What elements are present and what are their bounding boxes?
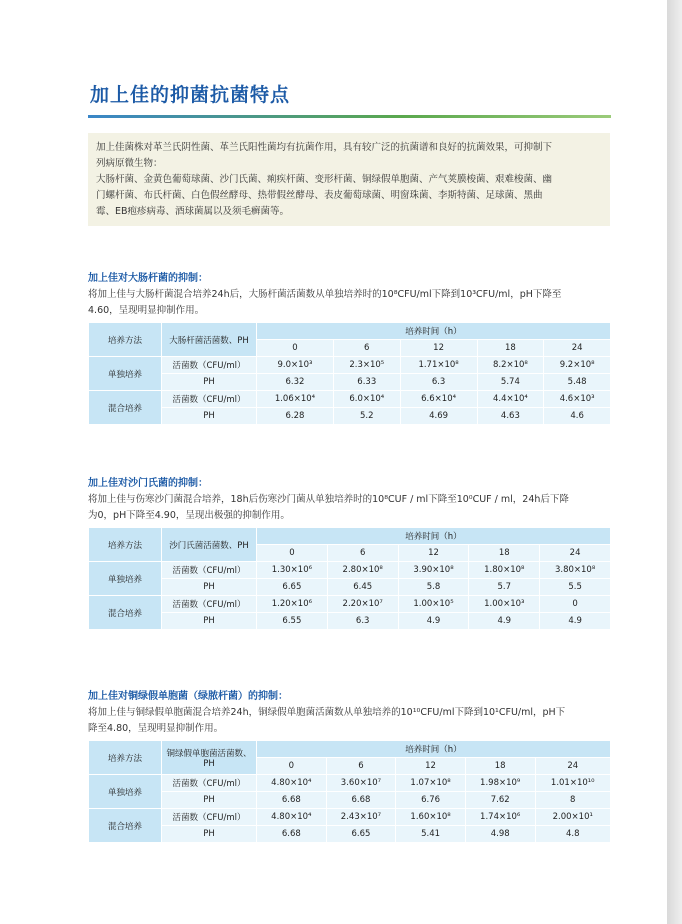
section-text-line: 4.60，呈现明显抑制作用。 xyxy=(88,304,205,316)
row-label: 活菌数（CFU/ml） xyxy=(162,562,256,578)
value-cell: 6.33 xyxy=(334,374,400,390)
value-cell: 6.0×10⁴ xyxy=(334,391,400,407)
value-cell: 1.07×10⁸ xyxy=(396,775,465,791)
value-cell: 1.71×10⁸ xyxy=(401,357,477,373)
row-label: 活菌数（CFU/ml） xyxy=(162,391,256,407)
value-cell: 2.80×10⁸ xyxy=(328,562,398,578)
value-cell: 2.00×10¹ xyxy=(536,809,611,825)
value-cell: 2.20×10⁷ xyxy=(328,596,398,612)
title-divider xyxy=(88,115,611,118)
section-text-line: 将加上佳与伤寒沙门菌混合培养，18h后伤寒沙门菌从单独培养时的10⁸CUF / ml下降至10⁰CUF / ml，24h后下降 xyxy=(88,494,569,505)
time-cell: 6 xyxy=(334,340,400,356)
metric-header: 大肠杆菌活菌数、PH xyxy=(162,323,256,356)
value-cell: 6.3 xyxy=(328,613,398,629)
value-cell: 6.68 xyxy=(257,826,326,842)
value-cell: 6.32 xyxy=(257,374,333,390)
row-label: PH xyxy=(162,374,256,390)
value-cell: 6.68 xyxy=(257,792,326,808)
section-ecoli xyxy=(88,272,613,425)
value-cell: 6.76 xyxy=(396,792,465,808)
method-header: 培养方法 xyxy=(89,741,161,774)
time-cell: 0 xyxy=(257,758,326,774)
section-text xyxy=(88,705,613,736)
time-header: 培养时间（h） xyxy=(257,323,610,339)
section-title: 加上佳对大肠杆菌的抑制： xyxy=(88,273,208,284)
value-cell: 5.48 xyxy=(544,374,610,390)
value-cell: 4.8 xyxy=(536,826,611,842)
value-cell: 5.7 xyxy=(469,579,539,595)
value-cell: 8 xyxy=(536,792,611,808)
value-cell: 0 xyxy=(540,596,610,612)
time-cell: 0 xyxy=(257,545,327,561)
row-label: PH xyxy=(162,408,256,424)
time-cell: 18 xyxy=(469,545,539,561)
time-cell: 18 xyxy=(466,758,535,774)
value-cell: 6.65 xyxy=(327,826,396,842)
value-cell: 3.60×10⁷ xyxy=(327,775,396,791)
section-salmonella xyxy=(88,477,613,630)
value-cell: 1.80×10⁸ xyxy=(469,562,539,578)
time-cell: 12 xyxy=(396,758,465,774)
group-label: 混合培养 xyxy=(89,391,161,424)
section-text-line: 为0，pH下降至4.90，呈现出极强的抑制作用。 xyxy=(88,509,290,521)
section-title: 加上佳对沙门氏菌的抑制： xyxy=(88,478,208,489)
value-cell: 5.74 xyxy=(478,374,544,390)
time-header: 培养时间（h） xyxy=(257,741,610,757)
value-cell: 1.98×10⁹ xyxy=(466,775,535,791)
method-header: 培养方法 xyxy=(89,528,161,561)
intro-line: 门螺杆菌、布氏杆菌、白色假丝酵母、热带假丝酵母、表皮葡萄球菌、明窗珠菌、李斯特菌、足球菌、黑曲 xyxy=(96,190,543,201)
row-label: PH xyxy=(162,579,256,595)
value-cell: 5.2 xyxy=(334,408,400,424)
time-header: 培养时间（h） xyxy=(257,528,610,544)
value-cell: 1.20×10⁶ xyxy=(257,596,327,612)
value-cell: 1.00×10⁵ xyxy=(399,596,469,612)
value-cell: 1.30×10⁶ xyxy=(257,562,327,578)
data-table xyxy=(88,527,611,630)
time-cell: 18 xyxy=(478,340,544,356)
section-text-line: 将加上佳与铜绿假单胞菌混合培养24h，铜绿假单胞菌活菌数从单独培养的10¹⁰CFU/ml下降到10¹CFU/ml，pH下 xyxy=(88,707,566,718)
metric-header: 沙门氏菌活菌数、PH xyxy=(162,528,256,561)
value-cell: 6.6×10⁴ xyxy=(401,391,477,407)
intro-line: 加上佳菌株对革兰氏阴性菌、革兰氏阳性菌均有抗菌作用，具有较广泛的抗菌谱和良好的抗菌效果，可抑制下 xyxy=(96,142,553,153)
section-text-line: 将加上佳与大肠杆菌混合培养24h后，大肠杆菌活菌数从单独培养时的10⁸CFU/ml下降到10³CFU/ml，pH下降至 xyxy=(88,289,562,300)
page-edge-shadow xyxy=(667,0,682,924)
intro-line: 大肠杆菌、金黄色葡萄球菌、沙门氏菌、痢疾杆菌、变形杆菌、铜绿假单胞菌、产气荚膜梭菌、艰难梭菌、幽 xyxy=(96,174,553,185)
value-cell: 1.60×10⁸ xyxy=(396,809,465,825)
value-cell: 9.2×10⁸ xyxy=(544,357,610,373)
group-label: 单独培养 xyxy=(89,775,161,808)
time-cell: 6 xyxy=(327,758,396,774)
value-cell: 4.9 xyxy=(540,613,610,629)
intro-line: 列病原微生物： xyxy=(96,158,163,169)
value-cell: 1.00×10³ xyxy=(469,596,539,612)
time-cell: 12 xyxy=(401,340,477,356)
value-cell: 6.28 xyxy=(257,408,333,424)
value-cell: 5.8 xyxy=(399,579,469,595)
value-cell: 1.74×10⁶ xyxy=(466,809,535,825)
data-table xyxy=(88,740,611,843)
time-cell: 6 xyxy=(328,545,398,561)
value-cell: 4.6 xyxy=(544,408,610,424)
group-label: 混合培养 xyxy=(89,596,161,629)
row-label: PH xyxy=(162,826,256,842)
value-cell: 4.4×10⁴ xyxy=(478,391,544,407)
value-cell: 9.0×10³ xyxy=(257,357,333,373)
metric-header: 铜绿假单胞菌活菌数、PH xyxy=(162,741,256,774)
intro-line: 霉、EB疱疹病毒、酒球菌属以及须毛癣菌等。 xyxy=(96,206,290,217)
time-cell: 24 xyxy=(544,340,610,356)
time-cell: 12 xyxy=(399,545,469,561)
value-cell: 4.69 xyxy=(401,408,477,424)
value-cell: 4.6×10³ xyxy=(544,391,610,407)
group-label: 单独培养 xyxy=(89,562,161,595)
group-label: 单独培养 xyxy=(89,357,161,390)
value-cell: 2.3×10⁵ xyxy=(334,357,400,373)
value-cell: 6.45 xyxy=(328,579,398,595)
value-cell: 6.65 xyxy=(257,579,327,595)
time-cell: 24 xyxy=(536,758,611,774)
value-cell: 2.43×10⁷ xyxy=(327,809,396,825)
group-label: 混合培养 xyxy=(89,809,161,842)
time-cell: 24 xyxy=(540,545,610,561)
value-cell: 5.5 xyxy=(540,579,610,595)
row-label: 活菌数（CFU/ml） xyxy=(162,596,256,612)
value-cell: 4.9 xyxy=(469,613,539,629)
section-text-line: 降至4.80，呈现明显抑制作用。 xyxy=(88,722,224,734)
value-cell: 4.80×10⁴ xyxy=(257,775,326,791)
value-cell: 6.55 xyxy=(257,613,327,629)
value-cell: 4.98 xyxy=(466,826,535,842)
value-cell: 6.68 xyxy=(327,792,396,808)
section-text xyxy=(88,492,613,523)
value-cell: 4.63 xyxy=(478,408,544,424)
value-cell: 6.3 xyxy=(401,374,477,390)
value-cell: 4.80×10⁴ xyxy=(257,809,326,825)
method-header: 培养方法 xyxy=(89,323,161,356)
row-label: PH xyxy=(162,792,256,808)
section-text xyxy=(88,287,613,318)
value-cell: 5.41 xyxy=(396,826,465,842)
intro-box xyxy=(88,133,610,226)
page-title: 加上佳的抑菌抗菌特点 xyxy=(90,84,291,106)
row-label: 活菌数（CFU/ml） xyxy=(162,809,256,825)
row-label: PH xyxy=(162,613,256,629)
value-cell: 4.9 xyxy=(399,613,469,629)
value-cell: 1.06×10⁴ xyxy=(257,391,333,407)
value-cell: 7.62 xyxy=(466,792,535,808)
section-pseudomonas xyxy=(88,690,613,843)
value-cell: 3.80×10⁸ xyxy=(540,562,610,578)
section-title: 加上佳对铜绿假单胞菌（绿脓杆菌）的抑制： xyxy=(88,691,288,702)
data-table xyxy=(88,322,611,425)
row-label: 活菌数（CFU/ml） xyxy=(162,775,256,791)
value-cell: 1.01×10¹⁰ xyxy=(536,775,611,791)
value-cell: 3.90×10⁸ xyxy=(399,562,469,578)
time-cell: 0 xyxy=(257,340,333,356)
row-label: 活菌数（CFU/ml） xyxy=(162,357,256,373)
value-cell: 8.2×10⁸ xyxy=(478,357,544,373)
